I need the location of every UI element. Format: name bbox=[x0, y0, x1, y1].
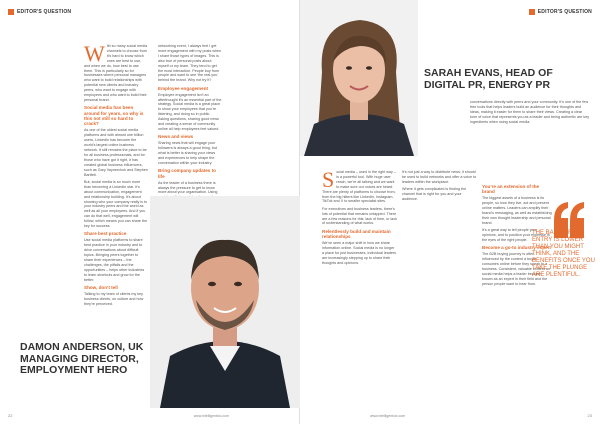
section-heading: Show, don’t tell bbox=[84, 284, 118, 290]
footer-url: www.intelligentcio.com bbox=[193, 414, 229, 418]
person-name: DAMON ANDERSON, UK MANAGING DIRECTOR, EMPLOYMENT HERO bbox=[20, 341, 144, 376]
section-heading: Social media has been around for years, so why is this not still so hard to crack? bbox=[84, 105, 144, 127]
section-text: The B2B buying journey is often influenced by the content a buyer consumes online before they speak to a business. Consistent, valuable content on social media helps a leader become known as an expert in their field and the person people want to hear from. bbox=[482, 252, 551, 286]
intro-paragraph bbox=[322, 167, 397, 204]
section-text: conversations directly with peers and your community. It’s one of the few free tools that helps leaders build an audience for their thoughts and ideas, making it easier for them to share their views. Creating a clear tone of voice that represents you as a leader and being authentic are key ingredients when using social media. bbox=[470, 100, 590, 124]
section-heading: Relentlessly build and maintain relationships bbox=[322, 228, 391, 240]
person-name: SARAH EVANS, HEAD OF DIGITAL PR, ENERGY PR bbox=[424, 67, 553, 91]
article-top-column bbox=[470, 100, 590, 180]
portrait-sarah-evans bbox=[300, 0, 418, 156]
pull-quote: THE BARRIER TO ENTRY IS LOWER THAN YOU MIGHT THINK, AND THE BENEFITS ONCE YOU TAKE THE PLUNGE ARE PLENTIFUL. bbox=[532, 230, 595, 278]
page-number: 23 bbox=[587, 413, 592, 418]
section-text: For executives and business leaders, there’s lots of potential that remains untapped. There are a few reasons for this: lack of time, or lack of understanding of what works. bbox=[322, 206, 398, 226]
portrait-illustration bbox=[300, 0, 418, 156]
section-tag bbox=[529, 9, 592, 15]
section-tag-label: EDITOR'S QUESTION bbox=[537, 9, 592, 15]
section-heading: News and views bbox=[158, 134, 194, 140]
right-page bbox=[300, 0, 600, 424]
section-text: Use social media platforms to share best practice in your industry and to drive conversations about difficult topics. Bringing peers together to share their experiences – the challenges, the pitfalls and the opportunities – helps other industries to learn shortcuts and grow for the better. bbox=[84, 238, 145, 282]
article-column-2 bbox=[158, 44, 222, 194]
article-column-2 bbox=[402, 170, 477, 410]
section-text: networking event, I always feel I get more engagement with my posts when I share those types of images. This is also true of personal posts about myself or my team. They tend to get the most interaction. People buy from people and want to see ‘the real you’ behind the brand. Why not try it? bbox=[158, 44, 222, 83]
section-text: Talking to my team of clients my key business clients, on culture and how they're perceived. bbox=[84, 291, 144, 306]
section-text: It’s not just a way to distribute news; it should be used to build networks and offer a voice to leaders within the workplace. bbox=[402, 170, 477, 184]
footer-url: www.intelligentcio.com bbox=[370, 414, 406, 418]
section-tag bbox=[8, 9, 71, 15]
section-tag-label: EDITOR'S QUESTION bbox=[17, 9, 72, 15]
portrait-illustration bbox=[150, 196, 300, 408]
section-text: Sharing news that will engage your followers is always a good thing, but what is better is sharing your views and experiences to help shape the conversation within your industry. bbox=[158, 141, 218, 165]
section-text: It’s a great way to tell people your opinions, and to position your expertise in the eyes of the right people. bbox=[482, 228, 550, 243]
section-text: But, social media is so much more than becoming a LinkedIn star. It’s about communication, engagement and relationship building. It’s about showing who your company really is to your industry peers and the world as well as all your employees. And if you can do that well, engagement will follow, which means you can share the key for success. bbox=[84, 179, 148, 229]
dropcap: W bbox=[84, 41, 105, 66]
section-text: The biggest assets of a business is its people, so how they live, act and present online matters. Leaders can amplify their brand’s messaging, as well as establishing their own thought leadership and personal brand. bbox=[482, 196, 552, 225]
portrait-damon-anderson bbox=[150, 196, 300, 408]
section-text: As one of the oldest social media platforms and with almost one billion users, LinkedIn has become the world’s largest online business network. It still remains the place to be for all business professionals, and for those who have got it right, it has created global business influencers, such as Gary Vaynerchuk and Stephen Bartlett. bbox=[84, 128, 148, 177]
dropcap: S bbox=[322, 167, 335, 192]
article-column-3 bbox=[482, 182, 552, 410]
section-text: As the leader of a business there is always the pressure to get to know more about your organisation. Using bbox=[158, 180, 218, 195]
intro-paragraph bbox=[84, 41, 148, 103]
section-heading: Share best practice bbox=[84, 231, 127, 237]
section-text: Where it gets complicated is finding the channel that is right for you and your audience. bbox=[402, 187, 467, 201]
intro-text: ith so many social media channels to choose from it’s hard to know which ones are best to use, and when we do, how best to use them. This is particularly so for businesses where personal managers who want to build relationships with potential new clients and industry peers, who want to engage with employees and who want to build their personal brand. bbox=[84, 44, 148, 102]
article-column-1 bbox=[84, 41, 148, 329]
section-heading: You’re an extension of the brand bbox=[482, 184, 540, 195]
page-number: 22 bbox=[8, 413, 13, 418]
section-heading: Become a go-to industry expert bbox=[482, 245, 551, 251]
section-heading: Employee engagement bbox=[158, 85, 209, 91]
tag-square-icon bbox=[8, 9, 14, 15]
section-heading: Bring company updates to life bbox=[158, 168, 216, 179]
tag-square-icon bbox=[529, 9, 535, 15]
intro-text: ocial media – used in the right way – is a powerful tool. With huge user reach, we’re all talking and we want to make sure our voices are heard. There are plenty of platforms to choose from, from the big hitters like LinkedIn, Instagram, TikTok and X to smaller specialist sites. bbox=[322, 170, 396, 204]
article-column-1 bbox=[322, 167, 398, 410]
section-text: Employee engagement isn’t an afterthought it’s an essential part of the strategy. Social media is a great place to show your employees that you’re listening, and doing so in public. Asking questions, sharing good news and creating a sense of community online all help employees feel valued. bbox=[158, 92, 222, 131]
section-text: We’ve seen a major shift in how we share information online. Social media is no longer a place for just businesses, individual leaders are increasingly stepping up to share their thoughts and opinions. bbox=[322, 241, 396, 265]
